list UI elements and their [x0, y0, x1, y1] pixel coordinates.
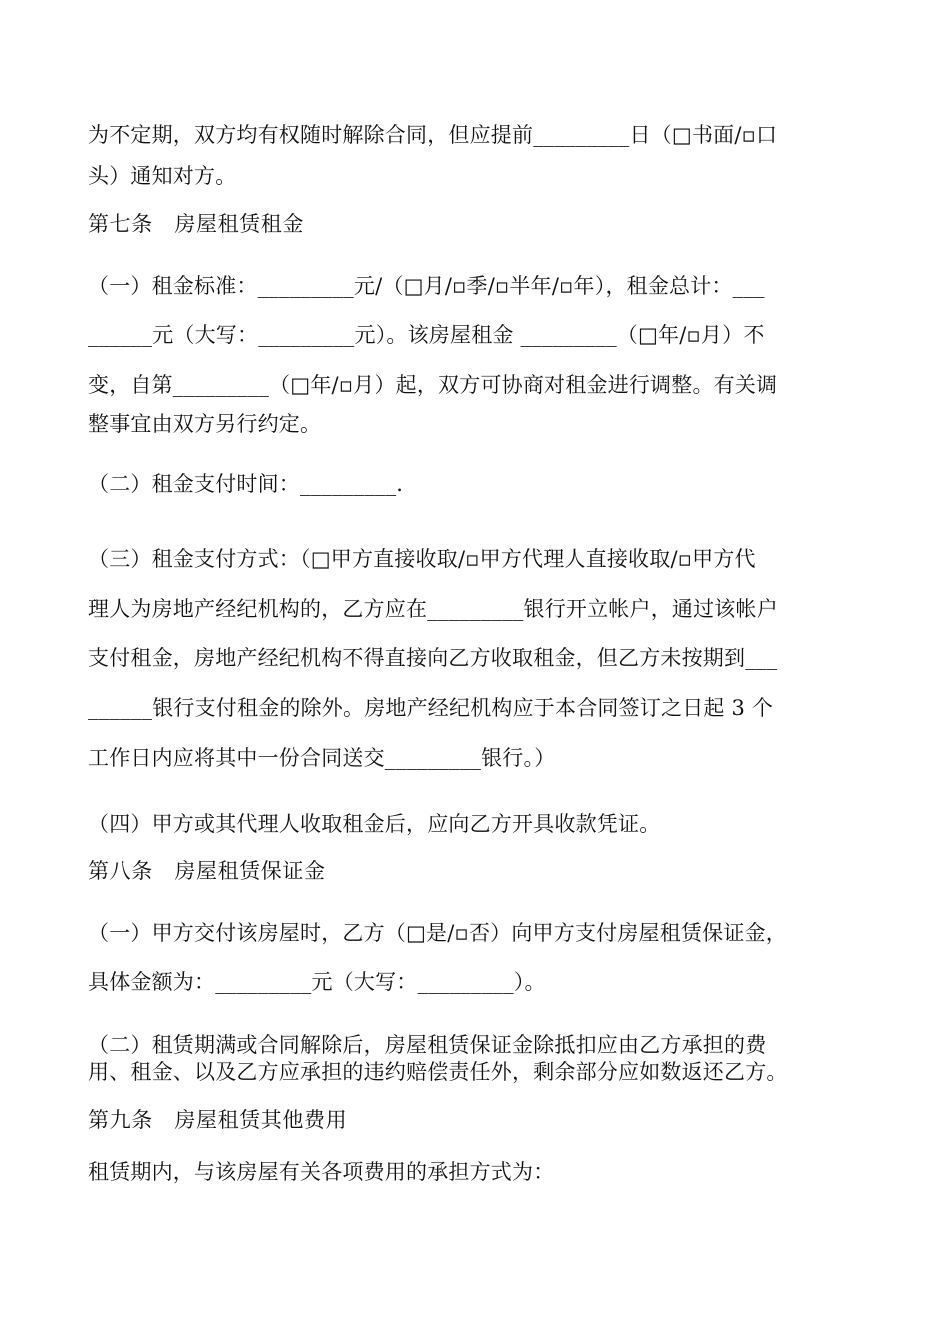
- text-line: （一）租金标准：_________元/（□月/▫季/▫半年/▫年），租金总计：___: [88, 274, 765, 298]
- text-line: 用、租金、以及乙方应承担的违约赔偿责任外，剩余部分应如数返还乙方。: [88, 1060, 788, 1084]
- text-line: （二）租金支付时间：_________.: [88, 472, 404, 496]
- text-line: 支付租金，房地产经纪机构不得直接向乙方收取租金，但乙方未按期到___: [88, 646, 778, 670]
- text-line: 理人为房地产经纪机构的，乙方应在_________银行开立帐户，通过该帐户: [88, 597, 778, 621]
- text-line: （四）甲方或其代理人收取租金后，应向乙方开具收款凭证。: [88, 812, 661, 836]
- text-line: （一）甲方交付该房屋时，乙方（□是/▫否）向甲方支付房屋租赁保证金，: [88, 921, 787, 945]
- text-line: 为不定期，双方均有权随时解除合同，但应提前_________日（□书面/▫口: [88, 123, 778, 147]
- text-line: 头）通知对方。: [88, 164, 237, 188]
- text-line: （二）租赁期满或合同解除后，房屋租赁保证金除抵扣应由乙方承担的费: [88, 1033, 767, 1057]
- text-line: 工作日内应将其中一份合同送交_________银行。）: [88, 746, 556, 770]
- text-line: ______银行支付租金的除外。房地产经纪机构应于本合同签订之日起 3 个: [88, 696, 774, 720]
- text-line: 具体金额为：_________元（大写：_________）。: [88, 970, 546, 994]
- text-line: 变，自第_________（□年/▫月）起，双方可协商对租金进行调整。有关调: [88, 373, 778, 397]
- text-line: 整事宜由双方另行约定。: [88, 412, 322, 436]
- text-line: ______元（大写：_________元）。该房屋租金 _________（□年/▫月）不: [88, 323, 765, 347]
- section-heading-article-9: 第九条 房屋租赁其他费用: [88, 1108, 348, 1132]
- section-heading-article-7: 第七条 房屋租赁租金: [88, 212, 304, 236]
- text-line: 租赁期内，与该房屋有关各项费用的承担方式为：: [88, 1160, 555, 1184]
- text-line: （三）租金支付方式：（□甲方直接收取/▫甲方代理人直接收取/▫甲方代: [88, 547, 756, 571]
- section-heading-article-8: 第八条 房屋租赁保证金: [88, 859, 326, 883]
